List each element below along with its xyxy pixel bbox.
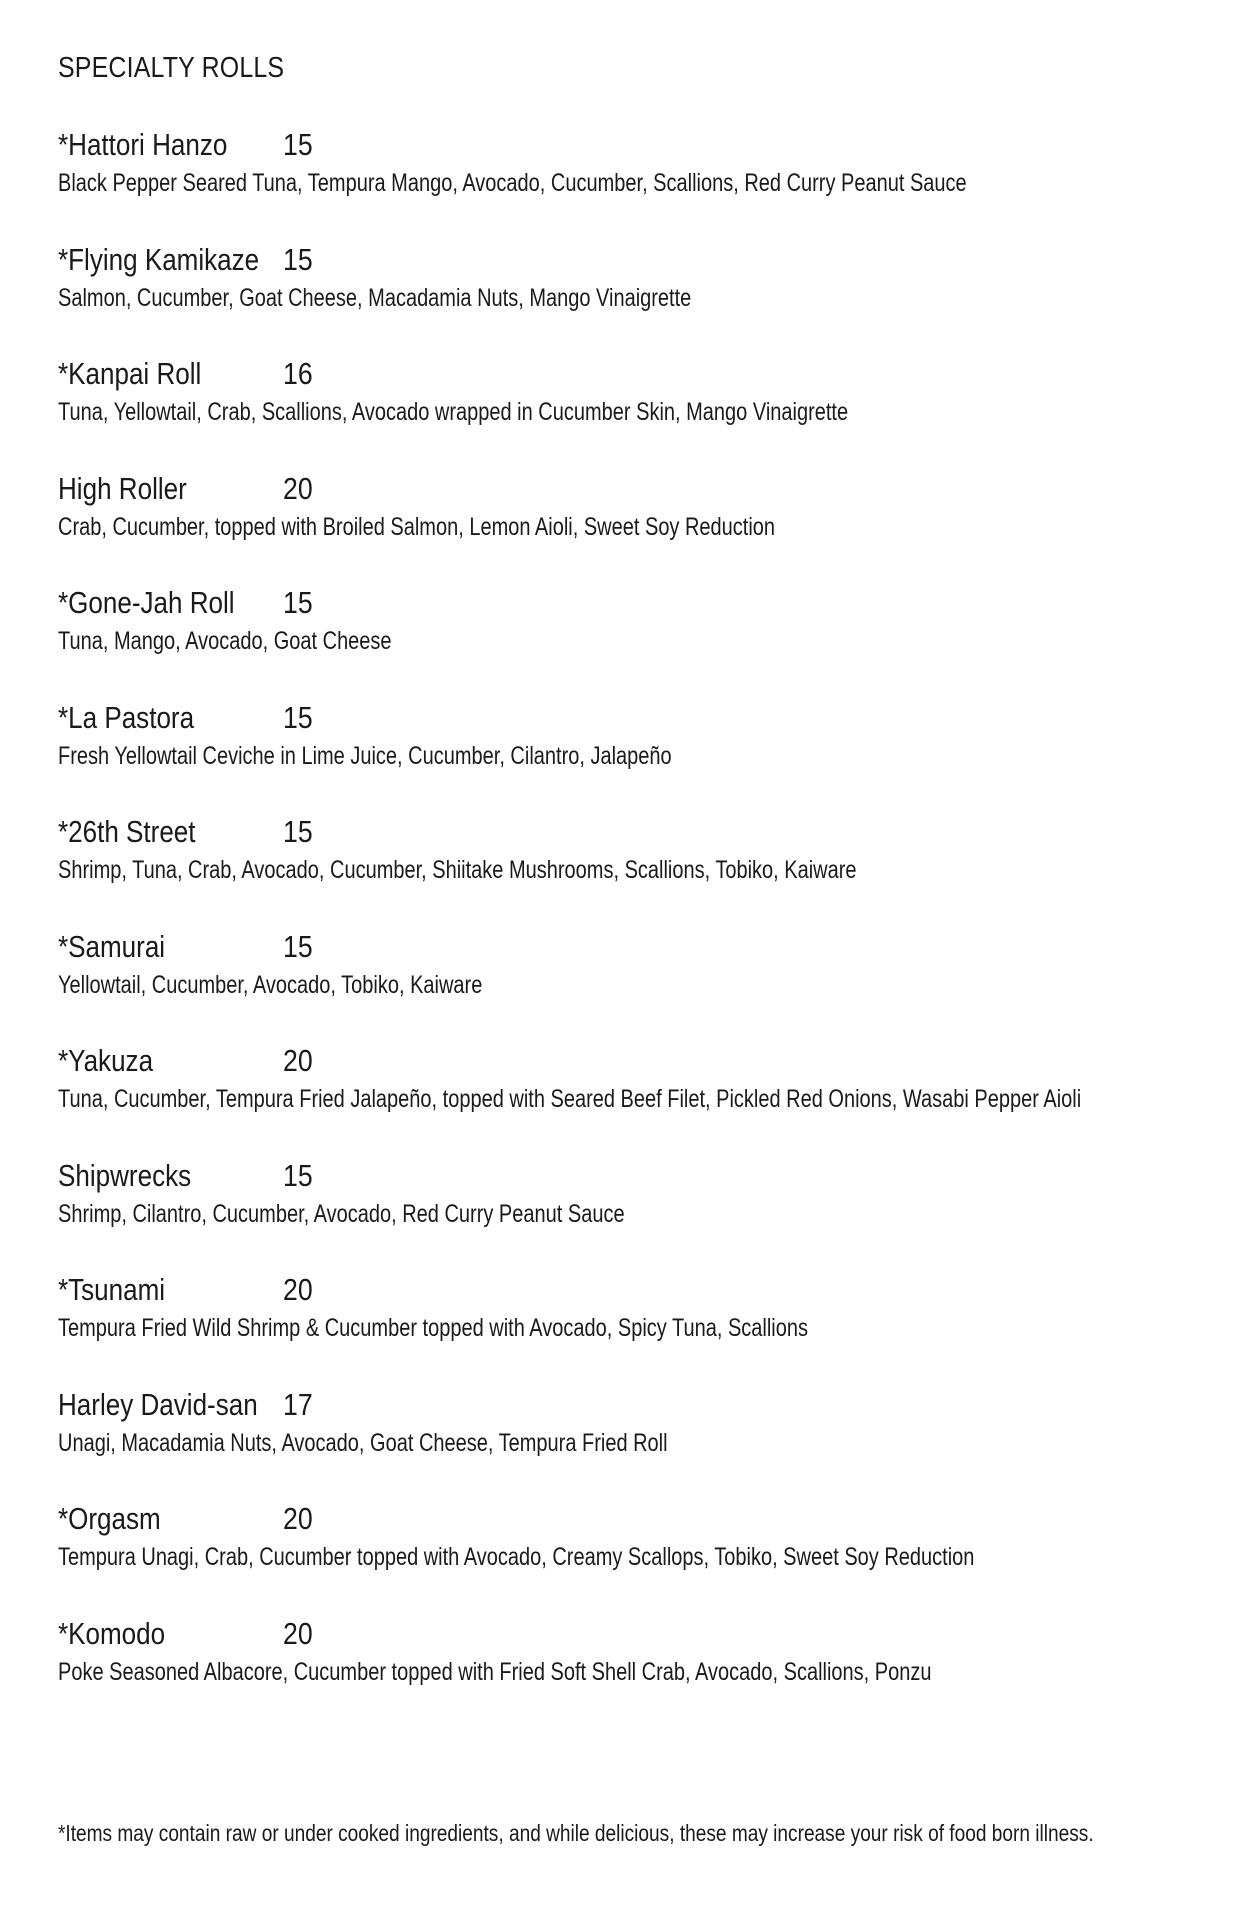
item-description: Poke Seasoned Albacore, Cucumber topped with Fried Soft Shell Crab, Avocado, Scallions, Ponzu bbox=[58, 1657, 932, 1686]
item-price: 20 bbox=[283, 1615, 313, 1651]
item-header bbox=[58, 926, 1218, 968]
item-description: Unagi, Macadamia Nuts, Avocado, Goat Cheese, Tempura Fried Roll bbox=[58, 1428, 668, 1457]
item-price: 15 bbox=[283, 585, 313, 620]
item-price: 17 bbox=[283, 1386, 313, 1422]
item-description: Tempura Fried Wild Shrimp & Cucumber topped with Avocado, Spicy Tuna, Scallions bbox=[58, 1314, 808, 1342]
item-price: 15 bbox=[283, 814, 313, 849]
menu-item bbox=[58, 239, 1218, 354]
item-description: Tuna, Cucumber, Tempura Fried Jalapeño, topped with Seared Beef Filet, Pickled Red Onions, Wasabi Pepper Aioli bbox=[58, 1085, 1082, 1113]
item-price: 15 bbox=[283, 1157, 313, 1193]
item-name: Shipwrecks bbox=[58, 1157, 192, 1193]
menu-item bbox=[58, 1613, 1218, 1728]
menu-item bbox=[58, 1269, 1218, 1384]
item-price: 15 bbox=[283, 241, 313, 277]
item-price: 20 bbox=[283, 1043, 313, 1078]
item-price: 20 bbox=[283, 1501, 313, 1536]
item-header bbox=[58, 811, 1218, 853]
item-header bbox=[58, 1384, 1218, 1426]
item-description: Tempura Unagi, Crab, Cucumber topped with Avocado, Creamy Scallops, Tobiko, Sweet Soy Reduction bbox=[58, 1543, 975, 1571]
item-description: Shrimp, Tuna, Crab, Avocado, Cucumber, Shiitake Mushrooms, Scallions, Tobiko, Kaiware bbox=[58, 856, 857, 884]
item-name: *Yakuza bbox=[58, 1043, 154, 1078]
item-header bbox=[58, 468, 1218, 510]
item-description: Tuna, Yellowtail, Crab, Scallions, Avocado wrapped in Cucumber Skin, Mango Vinaigrette bbox=[58, 398, 849, 426]
menu-item bbox=[58, 1384, 1218, 1499]
item-header bbox=[58, 1498, 1218, 1540]
menu-item bbox=[58, 582, 1218, 697]
menu-item bbox=[58, 124, 1218, 239]
item-name: *Samurai bbox=[58, 928, 166, 964]
item-price: 15 bbox=[283, 928, 313, 964]
item-price: 20 bbox=[283, 1272, 313, 1307]
item-name: *Tsunami bbox=[58, 1272, 166, 1307]
item-name: *26th Street bbox=[58, 814, 196, 849]
item-header bbox=[58, 582, 1218, 624]
menu-list bbox=[58, 124, 1218, 1727]
item-header bbox=[58, 1155, 1218, 1197]
item-header bbox=[58, 1613, 1218, 1655]
item-description: Salmon, Cucumber, Goat Cheese, Macadamia Nuts, Mango Vinaigrette bbox=[58, 283, 692, 312]
item-name: *La Pastora bbox=[58, 699, 195, 735]
item-name: *Kanpai Roll bbox=[58, 356, 202, 391]
item-price: 16 bbox=[283, 356, 313, 391]
item-price: 15 bbox=[283, 699, 313, 735]
item-description: Yellowtail, Cucumber, Avocado, Tobiko, Kaiware bbox=[58, 970, 483, 999]
menu-item bbox=[58, 926, 1218, 1041]
item-description: Shrimp, Cilantro, Cucumber, Avocado, Red Curry Peanut Sauce bbox=[58, 1199, 625, 1228]
item-header bbox=[58, 124, 1218, 166]
item-header bbox=[58, 697, 1218, 739]
item-name: *Komodo bbox=[58, 1615, 166, 1651]
menu-item bbox=[58, 1498, 1218, 1613]
item-header bbox=[58, 1040, 1218, 1082]
item-description: Fresh Yellowtail Ceviche in Lime Juice, Cucumber, Cilantro, Jalapeño bbox=[58, 741, 672, 770]
item-description: Crab, Cucumber, topped with Broiled Salmon, Lemon Aioli, Sweet Soy Reduction bbox=[58, 512, 776, 541]
item-description: Black Pepper Seared Tuna, Tempura Mango, Avocado, Cucumber, Scallions, Red Curry Peanut Sauce bbox=[58, 169, 967, 197]
raw-food-disclaimer: *Items may contain raw or under cooked ingredients, and while delicious, these may increase your risk of food born illness. bbox=[58, 1820, 1094, 1846]
item-name: *Flying Kamikaze bbox=[58, 241, 260, 277]
item-name: *Hattori Hanzo bbox=[58, 127, 228, 162]
item-header bbox=[58, 1269, 1218, 1311]
item-name: *Gone-Jah Roll bbox=[58, 585, 235, 620]
item-name: *Orgasm bbox=[58, 1501, 161, 1536]
menu-title: SPECIALTY ROLLS bbox=[58, 52, 285, 84]
menu-item bbox=[58, 1155, 1218, 1270]
menu-item bbox=[58, 1040, 1218, 1155]
menu-item bbox=[58, 811, 1218, 926]
item-header bbox=[58, 353, 1218, 395]
item-price: 15 bbox=[283, 127, 313, 162]
menu-item bbox=[58, 697, 1218, 812]
item-name: High Roller bbox=[58, 470, 187, 506]
menu-item bbox=[58, 468, 1218, 583]
menu-item bbox=[58, 353, 1218, 468]
item-header bbox=[58, 239, 1218, 281]
item-description: Tuna, Mango, Avocado, Goat Cheese bbox=[58, 627, 392, 655]
item-price: 20 bbox=[283, 470, 313, 506]
item-name: Harley David-san bbox=[58, 1386, 258, 1422]
